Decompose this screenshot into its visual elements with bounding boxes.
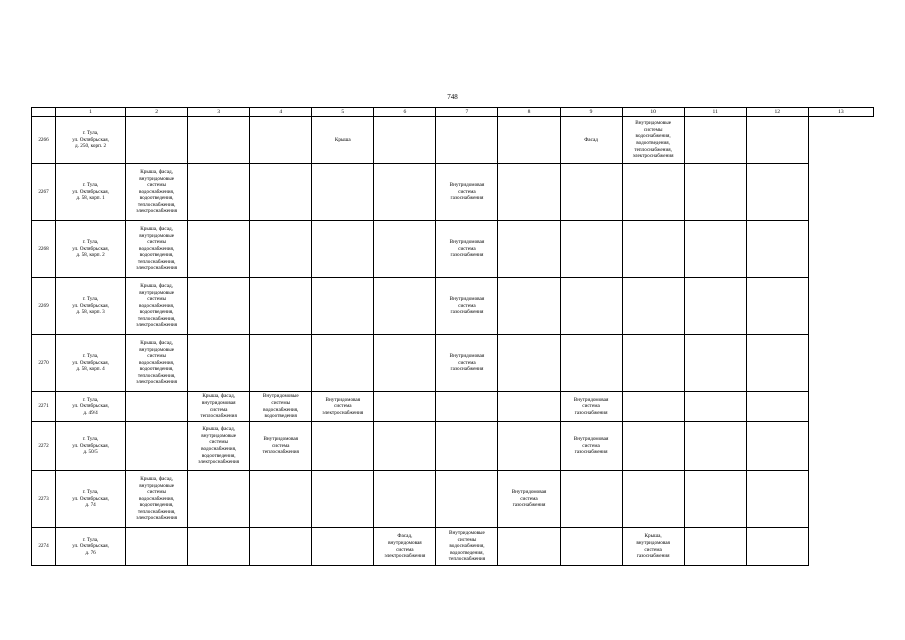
work-type-cell: Внутридомовая система теплоснабжения [250,422,312,471]
work-type-cell [250,471,312,528]
work-type-cell [126,117,188,164]
work-type-cell [684,335,746,392]
repair-schedule-table [31,107,874,566]
column-header-blank [32,108,56,117]
work-type-cell [312,335,374,392]
table-row [32,278,874,335]
work-type-cell: Внутридомовая система газоснабжения [436,278,498,335]
work-type-cell [188,117,250,164]
table-row [32,335,874,392]
work-type-cell [746,164,808,221]
work-type-cell [312,471,374,528]
row-number-cell: 2270 [32,335,56,392]
work-type-cell: Внутридомовая система газоснабжения [498,471,560,528]
table-row [32,117,874,164]
work-type-cell [498,117,560,164]
work-type-cell [746,392,808,422]
work-type-cell [188,164,250,221]
work-type-cell [560,164,622,221]
work-type-cell [498,164,560,221]
work-type-cell [684,422,746,471]
work-type-cell [746,471,808,528]
work-type-cell [684,471,746,528]
work-type-cell [498,392,560,422]
work-type-cell: Крыша, внутридомовая система газоснабжения [622,528,684,566]
work-type-cell [250,335,312,392]
work-type-cell [126,422,188,471]
work-type-cell [374,117,436,164]
work-type-cell: Внутридомовая система газоснабжения [436,164,498,221]
work-type-cell [374,278,436,335]
work-type-cell [188,221,250,278]
work-type-cell: Крыша, фасад, внутридомовые системы водоснабжения, водоотведения, теплоснабжения, электроснабжения [126,278,188,335]
work-type-cell [436,471,498,528]
row-number-cell: 2273 [32,471,56,528]
address-cell: г. Тула, ул. Октябрьская, д. 58, корп. 1 [56,164,126,221]
work-type-cell [126,528,188,566]
work-type-cell [684,164,746,221]
work-type-cell [436,422,498,471]
work-type-cell [560,335,622,392]
work-type-cell [250,164,312,221]
work-type-cell [498,221,560,278]
work-type-cell [312,422,374,471]
column-header: 6 [374,108,436,117]
work-type-cell [188,335,250,392]
work-type-cell [250,221,312,278]
work-type-cell [560,528,622,566]
work-type-cell [126,392,188,422]
row-number-cell: 2267 [32,164,56,221]
table-row [32,221,874,278]
work-type-cell [622,278,684,335]
table-row [32,528,874,566]
work-type-cell [622,392,684,422]
work-type-cell [498,335,560,392]
column-header: 12 [746,108,808,117]
work-type-cell [312,278,374,335]
work-type-cell [188,528,250,566]
work-type-cell [374,422,436,471]
work-type-cell: Внутридомовая система газоснабжения [436,221,498,278]
work-type-cell [560,471,622,528]
table-row [32,422,874,471]
work-type-cell: Крыша, фасад, внутридомовые системы водоснабжения, водоотведения, теплоснабжения, электроснабжения [126,335,188,392]
column-header: 3 [188,108,250,117]
work-type-cell [250,278,312,335]
column-header: 11 [684,108,746,117]
address-cell: г. Тула, ул. Октябрьская, д. 58, корп. 3 [56,278,126,335]
work-type-cell [746,278,808,335]
work-type-cell [312,221,374,278]
work-type-cell: Фасад [560,117,622,164]
work-type-cell [188,471,250,528]
work-type-cell [684,221,746,278]
work-type-cell [746,117,808,164]
row-number-cell: 2271 [32,392,56,422]
row-number-cell: 2268 [32,221,56,278]
work-type-cell [374,392,436,422]
work-type-cell: Крыша, фасад, внутридомовые системы водоснабжения, водоотведения, теплоснабжения, электроснабжения [126,471,188,528]
address-cell: г. Тула, ул. Октябрьская, д. 76 [56,528,126,566]
column-header: 5 [312,108,374,117]
work-type-cell: Крыша, фасад, внутридомовые системы водоснабжения, водоотведения, электроснабжения [188,422,250,471]
work-type-cell [498,278,560,335]
work-type-cell [498,528,560,566]
work-type-cell [374,221,436,278]
row-number-cell: 2272 [32,422,56,471]
table-row [32,471,874,528]
column-header-row [32,108,874,117]
work-type-cell [560,221,622,278]
row-number-cell: 2274 [32,528,56,566]
column-header: 8 [498,108,560,117]
row-number-cell: 2269 [32,278,56,335]
column-header: 1 [56,108,126,117]
work-type-cell: Внутридомовая система газоснабжения [560,392,622,422]
address-cell: г. Тула, ул. Октябрьская, д. 58, корп. 2 [56,221,126,278]
row-number-cell: 2266 [32,117,56,164]
work-type-cell [560,278,622,335]
work-type-cell: Внутридомовые системы водоснабжения, водоотведения, теплоснабжения [436,528,498,566]
work-type-cell [374,471,436,528]
work-type-cell [250,117,312,164]
work-type-cell [188,278,250,335]
work-type-cell: Внутридомовые системы водоснабжения, водоотведения [250,392,312,422]
work-type-cell [684,528,746,566]
address-cell: г. Тула, ул. Октябрьская, д. 58, корп. 4 [56,335,126,392]
work-type-cell [622,221,684,278]
address-cell: г. Тула, ул. Октябрьская, д. 74 [56,471,126,528]
work-type-cell [746,422,808,471]
work-type-cell [684,392,746,422]
work-type-cell [374,335,436,392]
work-type-cell [622,471,684,528]
work-type-cell [436,392,498,422]
work-type-cell [312,528,374,566]
work-type-cell: Внутридомовая система газоснабжения [560,422,622,471]
page-number: 748 [447,93,458,101]
column-header: 13 [808,108,873,117]
work-type-cell [622,164,684,221]
work-type-cell: Внутридомовая система электроснабжения [312,392,374,422]
work-type-cell [436,117,498,164]
work-type-cell [684,117,746,164]
work-type-cell [374,164,436,221]
work-type-cell [746,221,808,278]
work-type-cell: Внутридомовые системы водоснабжения, водоотведения, теплоснабжения, электроснабжения [622,117,684,164]
work-type-cell [746,528,808,566]
column-header: 4 [250,108,312,117]
address-cell: г. Тула, ул. Октябрьская, д. 250, корп. 2 [56,117,126,164]
work-type-cell: Крыша, фасад, внутридомовые системы водоснабжения, водоотведения, теплоснабжения, электроснабжения [126,221,188,278]
work-type-cell [498,422,560,471]
table-row [32,392,874,422]
work-type-cell [684,278,746,335]
work-type-cell: Фасад, внутридомовая система электроснабжения [374,528,436,566]
address-cell: г. Тула, ул. Октябрьская, д. 49/4 [56,392,126,422]
address-cell: г. Тула, ул. Октябрьская, д. 50/5 [56,422,126,471]
work-type-cell [746,335,808,392]
table-row [32,164,874,221]
work-type-cell: Крыша [312,117,374,164]
work-type-cell [622,422,684,471]
column-header: 9 [560,108,622,117]
column-header: 7 [436,108,498,117]
work-type-cell: Внутридомовая система газоснабжения [436,335,498,392]
column-header: 2 [126,108,188,117]
work-type-cell [250,528,312,566]
work-type-cell: Крыша, фасад, внутридомовая система теплоснабжения [188,392,250,422]
column-header: 10 [622,108,684,117]
work-type-cell [622,335,684,392]
work-type-cell: Крыша, фасад, внутридомовые системы водоснабжения, водоотведения, теплоснабжения, электроснабжения [126,164,188,221]
work-type-cell [312,164,374,221]
